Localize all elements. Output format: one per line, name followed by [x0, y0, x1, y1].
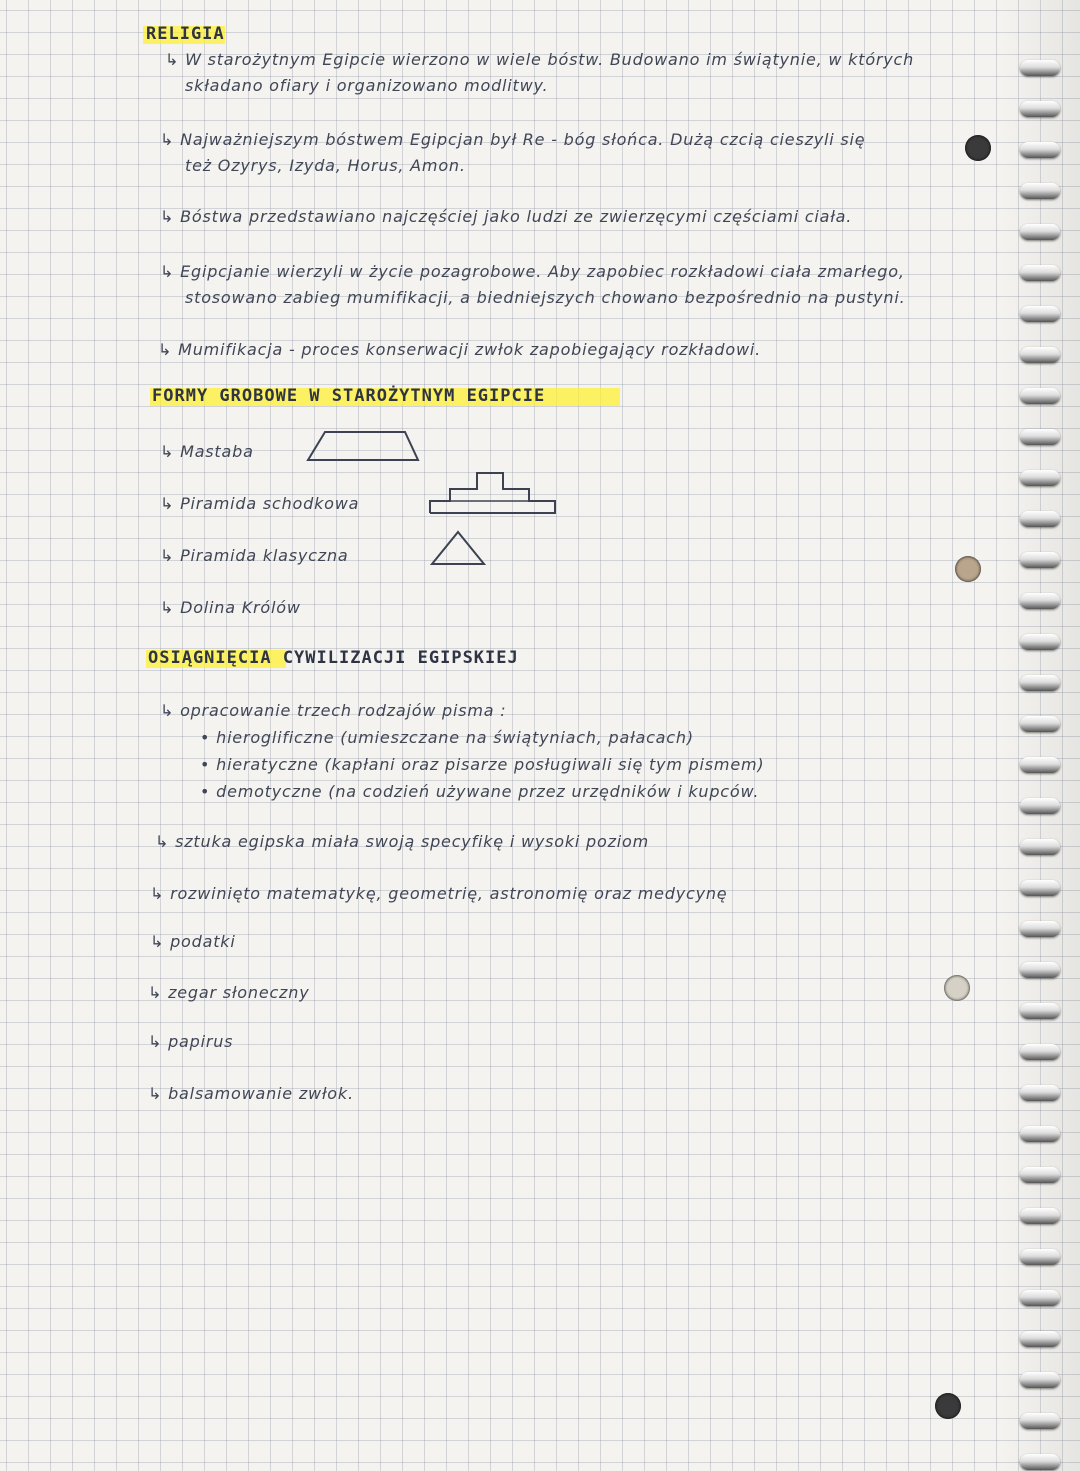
spiral-ring — [1020, 634, 1060, 650]
spiral-ring — [1020, 757, 1060, 773]
mastaba-drawing — [300, 428, 430, 464]
religia-line-1a: ↳ W starożytnym Egipcie wierzono w wiele bóstw. Budowano im świątynie, w których — [165, 50, 915, 69]
spiral-ring — [1020, 1126, 1060, 1142]
spiral-ring — [1020, 1003, 1060, 1019]
spiral-ring — [1020, 1085, 1060, 1101]
spiral-ring — [1020, 60, 1060, 76]
religia-line-2b: też Ozyrys, Izyda, Horus, Amon. — [185, 156, 466, 175]
osiagniecia-balsamowanie: ↳ balsamowanie zwłok. — [148, 1084, 354, 1103]
spiral-ring — [1020, 429, 1060, 445]
spiral-ring — [1020, 1331, 1060, 1347]
religia-line-5: ↳ Mumifikacja - proces konserwacji zwłok zapobiegający rozkładowi. — [158, 340, 761, 359]
osiagniecia-papirus: ↳ papirus — [148, 1032, 234, 1051]
spiral-ring — [1020, 142, 1060, 158]
osiagniecia-zegar: ↳ zegar słoneczny — [148, 983, 310, 1002]
spiral-ring — [1020, 347, 1060, 363]
spiral-ring — [1020, 1454, 1060, 1470]
heading-osiagniecia: OSIĄGNIĘCIA CYWILIZACJI EGIPSKIEJ — [148, 648, 519, 668]
spiral-ring — [1020, 511, 1060, 527]
punch-hole — [935, 1393, 961, 1419]
pismo-hieratyczne: • hieratyczne (kapłani oraz pisarze posługiwali się tym pismem) — [200, 755, 765, 774]
spiral-ring — [1020, 1249, 1060, 1265]
religia-line-2a: ↳ Najważniejszym bóstwem Egipcjan był Re - bóg słońca. Dużą czcią cieszyli się — [160, 130, 866, 149]
osiagniecia-sztuka: ↳ sztuka egipska miała swoją specyfikę i wysoki poziom — [155, 832, 650, 851]
religia-line-1b: składano ofiary i organizowano modlitwy. — [185, 76, 549, 95]
forma-piramida-klasyczna: ↳ Piramida klasyczna — [160, 546, 349, 565]
spiral-ring — [1020, 470, 1060, 486]
religia-line-4b: stosowano zabieg mumifikacji, a biedniejszych chowano bezpośrednio na pustyni. — [185, 288, 906, 307]
spiral-ring — [1020, 1044, 1060, 1060]
spiral-ring — [1020, 1372, 1060, 1388]
spiral-ring — [1020, 839, 1060, 855]
spiral-ring — [1020, 1290, 1060, 1306]
spiral-ring — [1020, 880, 1060, 896]
spiral-ring — [1020, 224, 1060, 240]
spiral-ring — [1020, 1413, 1060, 1429]
spiral-ring — [1020, 716, 1060, 732]
forma-dolina-krolow: ↳ Dolina Królów — [160, 598, 301, 617]
osiagniecia-nauki: ↳ rozwinięto matematykę, geometrię, astronomię oraz medycynę — [150, 884, 728, 903]
punch-hole — [955, 556, 981, 582]
heading-religia: RELIGIA — [146, 24, 225, 44]
forma-mastaba: ↳ Mastaba — [160, 442, 254, 461]
spiral-ring — [1020, 921, 1060, 937]
spiral-ring — [1020, 183, 1060, 199]
step-pyramid-drawing — [425, 465, 565, 515]
spiral-ring — [1020, 306, 1060, 322]
heading-formy-grobowe: FORMY GROBOWE W STAROŻYTNYM EGIPCIE — [152, 386, 546, 406]
spiral-ring — [1020, 798, 1060, 814]
forma-piramida-schodkowa: ↳ Piramida schodkowa — [160, 494, 360, 513]
spiral-ring — [1020, 962, 1060, 978]
religia-line-3: ↳ Bóstwa przedstawiano najczęściej jako ludzi ze zwierzęcymi częściami ciała. — [160, 207, 853, 226]
punch-hole — [965, 135, 991, 161]
punch-hole — [944, 975, 970, 1001]
pismo-hieroglificzne: • hieroglificzne (umieszczane na świątyniach, pałacach) — [200, 728, 694, 747]
spiral-ring — [1020, 101, 1060, 117]
spiral-ring — [1020, 593, 1060, 609]
spiral-ring — [1020, 675, 1060, 691]
pismo-demotyczne: • demotyczne (na codzień używane przez urzędników i kupców. — [200, 782, 760, 801]
pyramid-drawing — [428, 528, 488, 568]
osiagniecia-podatki: ↳ podatki — [150, 932, 236, 951]
spiral-ring — [1020, 552, 1060, 568]
spiral-ring — [1020, 1167, 1060, 1183]
osiagniecia-pismo: ↳ opracowanie trzech rodzajów pisma : — [160, 701, 507, 720]
spiral-ring — [1020, 388, 1060, 404]
religia-line-4a: ↳ Egipcjanie wierzyli w życie pozagrobowe. Aby zapobiec rozkładowi ciała zmarłego, — [160, 262, 905, 281]
spiral-ring — [1020, 1208, 1060, 1224]
spiral-ring — [1020, 265, 1060, 281]
